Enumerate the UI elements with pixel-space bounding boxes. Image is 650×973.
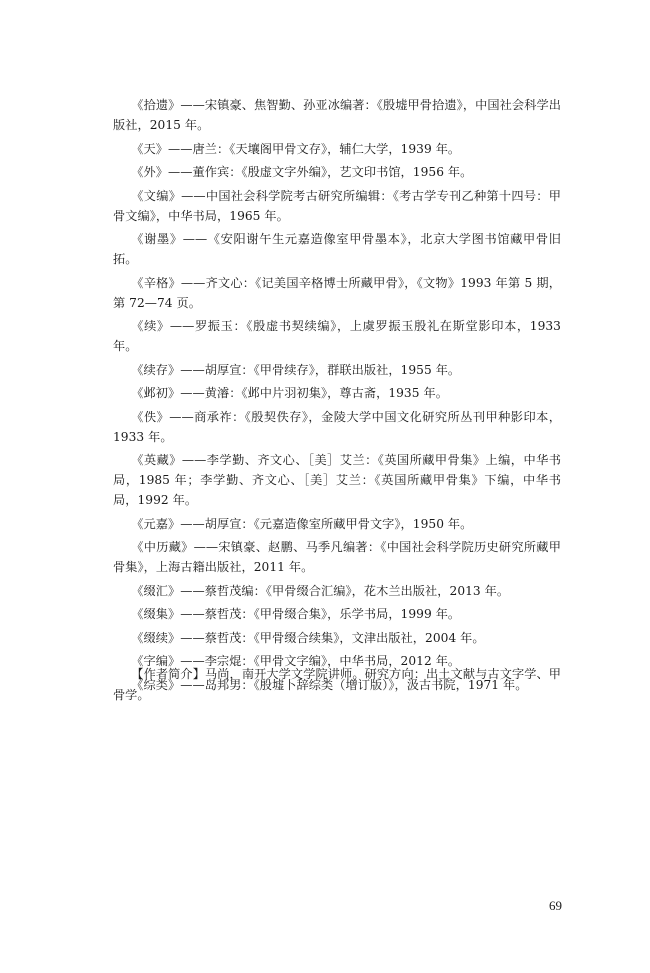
reference-entry: 《元嘉》——胡厚宣：《元嘉造像室所藏甲骨文字》，1950 年。: [131, 516, 473, 531]
reference-entry: 《辛格》——齐文心：《记美国辛格博士所藏甲骨》，《文物》1993 年第 5 期，第 72—74 页。: [113, 275, 561, 310]
reference-entry: 《续存》——胡厚宣：《甲骨续存》，群联出版社，1955 年。: [131, 362, 461, 377]
reference-entry: 《佚》——商承祚：《殷契佚存》，金陵大学中国文化研究所丛刊甲种影印本，1933 年。: [113, 409, 561, 444]
reference-entry: 《缀汇》——蔡哲茂编：《甲骨缀合汇编》，花木兰出版社，2013 年。: [131, 583, 510, 598]
reference-entry: 《文编》——中国社会科学院考古研究所编辑：《考古学专刊乙种第十四号：甲骨文编》，中华书局，1965 年。: [113, 188, 561, 223]
reference-entry: 《谢墨》——《安阳谢午生元嘉造像室甲骨墨本》，北京大学图书馆藏甲骨旧拓。: [113, 232, 561, 266]
reference-entry: 《字编》——李宗焜：《甲骨文字编》，中华书局，2012 年。: [131, 654, 461, 668]
reference-list: [113, 95, 561, 698]
reference-entry: 《中历藏》——宋镇豪、赵鹏、马季凡编著：《中国社会科学院历史研究所藏甲骨集》，上海古籍出版社，2011 年。: [113, 540, 561, 574]
reference-entry: 《缀集》——蔡哲茂：《甲骨缀合集》，乐学书局，1999 年。: [131, 607, 461, 621]
reference-entry: 《天》——唐兰：《天壤阁甲骨文存》，辅仁大学，1939 年。: [131, 141, 461, 156]
reference-entry: 《综类》——岛邦男：《殷墟卜辞综类（增订版）》，汲古书院，1971 年。: [131, 677, 528, 692]
reference-entry: 《英藏》——李学勤、齐文心、［美］艾兰：《英国所藏甲骨集》上编，中华书局，1985 年；李学勤、齐文心、［美］艾兰：《英国所藏甲骨集》下编，中华书局，1992 年。: [113, 453, 561, 507]
reference-entry: 《缀续》——蔡哲茂：《甲骨缀合续集》，文津出版社，2004 年。: [131, 630, 485, 645]
page-number: 69: [549, 898, 562, 913]
reference-entry: 《拾遗》——宋镇豪、焦智勤、孙亚冰编著：《殷墟甲骨拾遗》，中国社会科学出版社，2015 年。: [113, 98, 561, 132]
reference-entry: 《邺初》——黄濬：《邺中片羽初集》，尊古斋，1935 年。: [131, 386, 448, 400]
reference-entry: 《外》——董作宾：《殷虚文字外编》，艺文印书馆，1956 年。: [131, 165, 473, 179]
author-bio: 【作者简介】马尚，南开大学文学院讲师。研究方向：出土文献与古文字学、甲骨学。: [113, 667, 561, 703]
reference-entry: 《续》——罗振玉：《殷虚书契续编》，上虞罗振玉殷礼在斯堂影印本，1933 年。: [113, 319, 561, 353]
